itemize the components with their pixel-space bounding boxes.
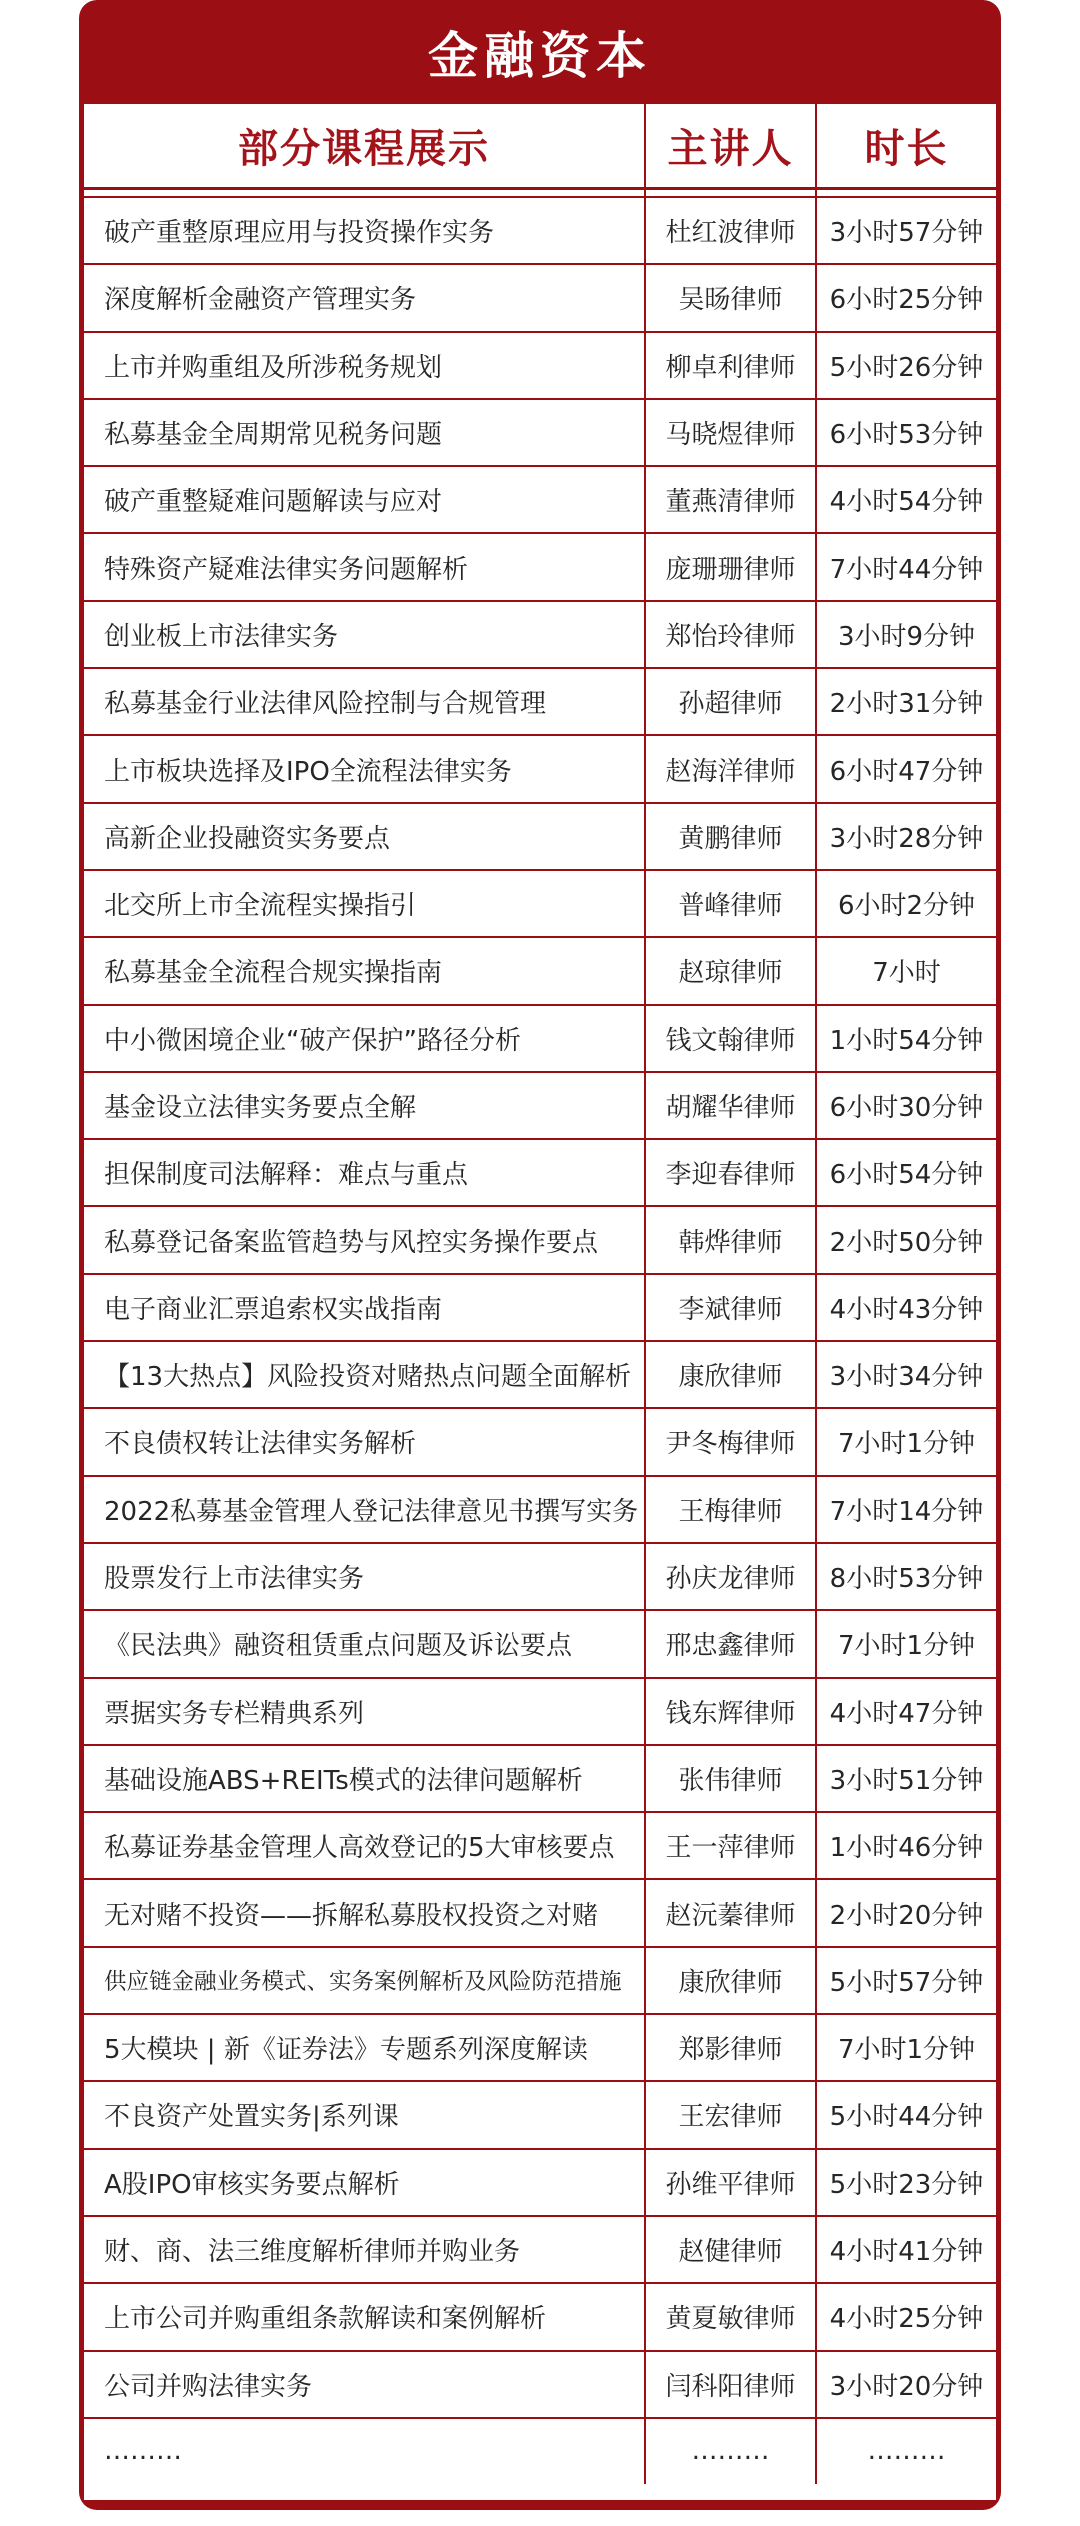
course-duration: 4小时43分钟	[815, 1275, 996, 1340]
course-title: 股票发行上市法律实务	[104, 1564, 365, 1595]
course-duration: 5小时57分钟	[815, 1948, 996, 2013]
course-duration: 6小时53分钟	[815, 400, 996, 465]
course-duration: 7小时	[815, 938, 996, 1003]
table-row	[84, 2080, 996, 2147]
course-title: 私募基金全周期常见税务问题	[104, 420, 443, 451]
course-duration: 3小时57分钟	[815, 198, 996, 263]
course-title: 私募基金全流程合规实操指南	[104, 958, 443, 989]
course-title: 中小微困境企业“破产保护”路径分析	[104, 1025, 521, 1056]
course-title: 【13大热点】风险投资对赌热点问题全面解析	[104, 1362, 632, 1393]
course-title: 创业板上市法律实务	[104, 621, 339, 652]
course-title: A股IPO审核实务要点解析	[104, 2169, 400, 2200]
table-row	[84, 2215, 996, 2282]
lecturer-name: 张伟律师	[644, 1746, 815, 1811]
course-title: 破产重整疑难问题解读与应对	[104, 487, 443, 518]
table-row	[84, 465, 996, 532]
course-duration: 4小时54分钟	[815, 467, 996, 532]
lecturer-name: 孙超律师	[644, 669, 815, 734]
table-row	[84, 1609, 996, 1676]
lecturer-name: 康欣律师	[644, 1948, 815, 2013]
course-title: 基础设施ABS+REITs模式的法律问题解析	[104, 1765, 583, 1796]
course-duration: 7小时14分钟	[815, 1477, 996, 1542]
course-duration: 5小时26分钟	[815, 333, 996, 398]
header-course: 部分课程展示	[238, 126, 490, 172]
table-header	[84, 104, 996, 190]
lecturer-name: 孙维平律师	[644, 2150, 815, 2215]
course-title: 上市板块选择及IPO全流程法律实务	[104, 756, 512, 787]
lecturer-name: 孙庆龙律师	[644, 1544, 815, 1609]
course-title: 不良债权转让法律实务解析	[104, 1429, 417, 1460]
course-title: 2022私募基金管理人登记法律意见书撰写实务	[104, 1496, 639, 1527]
lecturer-name: 郑怡玲律师	[644, 602, 815, 667]
lecturer-name: 康欣律师	[644, 1342, 815, 1407]
table-row	[84, 532, 996, 599]
course-title: 票据实务专栏精典系列	[104, 1698, 365, 1729]
lecturer-name: 王一萍律师	[644, 1813, 815, 1878]
course-duration: 6小时47分钟	[815, 736, 996, 801]
course-title: 私募基金行业法律风险控制与合规管理	[104, 689, 547, 720]
table-row	[84, 1340, 996, 1407]
lecturer-name: 黄夏敏律师	[644, 2284, 815, 2349]
lecturer-name: ………	[644, 2419, 815, 2484]
table-row	[84, 1071, 996, 1138]
course-title: 私募证券基金管理人高效登记的5大审核要点	[104, 1833, 615, 1864]
course-title: 上市并购重组及所涉税务规划	[104, 352, 443, 383]
course-title: 不良资产处置实务|系列课	[104, 2102, 399, 2133]
table-row	[84, 1273, 996, 1340]
table-row	[84, 2417, 996, 2484]
lecturer-name: 马晓煜律师	[644, 400, 815, 465]
course-duration: 6小时30分钟	[815, 1073, 996, 1138]
course-title: 破产重整原理应用与投资操作实务	[104, 218, 495, 249]
course-title: 深度解析金融资产管理实务	[104, 285, 417, 316]
course-duration: 5小时44分钟	[815, 2082, 996, 2147]
course-title: 高新企业投融资实务要点	[104, 823, 391, 854]
course-duration: 2小时20分钟	[815, 1880, 996, 1945]
course-title: 特殊资产疑难法律实务问题解析	[104, 554, 469, 585]
table-row	[84, 263, 996, 330]
lecturer-name: 董燕清律师	[644, 467, 815, 532]
course-duration: 2小时31分钟	[815, 669, 996, 734]
lecturer-name: 钱东辉律师	[644, 1679, 815, 1744]
course-title: 《民法典》融资租赁重点问题及诉讼要点	[104, 1631, 573, 1662]
table-row	[84, 1811, 996, 1878]
course-duration: 7小时1分钟	[815, 1409, 996, 1474]
course-duration: 7小时1分钟	[815, 2015, 996, 2080]
banner	[79, 0, 1001, 104]
table-body	[84, 196, 996, 2484]
table-row	[84, 734, 996, 801]
lecturer-name: 韩烨律师	[644, 1207, 815, 1272]
header-duration: 时长	[815, 104, 996, 187]
table-row	[84, 398, 996, 465]
course-duration: 3小时9分钟	[815, 602, 996, 667]
course-title: 无对赌不投资——拆解私募股权投资之对赌	[104, 1900, 599, 1931]
table-row	[84, 331, 996, 398]
lecturer-name: 闫科阳律师	[644, 2352, 815, 2417]
header-lecturer: 主讲人	[644, 104, 815, 187]
course-title: 电子商业汇票追索权实战指南	[104, 1294, 443, 1325]
table-row	[84, 196, 996, 263]
lecturer-name: 邢忠鑫律师	[644, 1611, 815, 1676]
table-row	[84, 1205, 996, 1272]
lecturer-name: 钱文翰律师	[644, 1006, 815, 1071]
course-title: 北交所上市全流程实操指引	[104, 891, 417, 922]
course-title: 5大模块 | 新《证券法》专题系列深度解读	[104, 2035, 588, 2066]
table-row	[84, 869, 996, 936]
course-duration: 4小时47分钟	[815, 1679, 996, 1744]
course-duration: 3小时20分钟	[815, 2352, 996, 2417]
course-title: 担保制度司法解释：难点与重点	[104, 1160, 469, 1191]
lecturer-name: 尹冬梅律师	[644, 1409, 815, 1474]
course-duration: 6小时25分钟	[815, 265, 996, 330]
course-duration: 7小时1分钟	[815, 1611, 996, 1676]
course-table	[84, 104, 996, 2500]
table-row	[84, 600, 996, 667]
lecturer-name: 王宏律师	[644, 2082, 815, 2147]
course-duration: 4小时41分钟	[815, 2217, 996, 2282]
table-row	[84, 1677, 996, 1744]
course-duration: 3小时51分钟	[815, 1746, 996, 1811]
lecturer-name: 赵沅蓁律师	[644, 1880, 815, 1945]
lecturer-name: 王梅律师	[644, 1477, 815, 1542]
table-row	[84, 1004, 996, 1071]
course-panel	[79, 0, 1001, 2510]
lecturer-name: 普峰律师	[644, 871, 815, 936]
lecturer-name: 赵琼律师	[644, 938, 815, 1003]
lecturer-name: 吴旸律师	[644, 265, 815, 330]
course-duration: 1小时46分钟	[815, 1813, 996, 1878]
table-row	[84, 1407, 996, 1474]
course-duration: 6小时54分钟	[815, 1140, 996, 1205]
course-title: 基金设立法律实务要点全解	[104, 1093, 417, 1123]
table-row	[84, 2148, 996, 2215]
table-row	[84, 802, 996, 869]
course-duration: 8小时53分钟	[815, 1544, 996, 1609]
course-duration: 2小时50分钟	[815, 1207, 996, 1272]
lecturer-name: 杜红波律师	[644, 198, 815, 263]
banner-title: 金融资本	[428, 27, 652, 85]
table-row	[84, 1878, 996, 1945]
lecturer-name: 李迎春律师	[644, 1140, 815, 1205]
table-row	[84, 1475, 996, 1542]
lecturer-name: 赵健律师	[644, 2217, 815, 2282]
table-row	[84, 1744, 996, 1811]
course-duration: 6小时2分钟	[815, 871, 996, 936]
table-row	[84, 1542, 996, 1609]
table-row	[84, 1946, 996, 2013]
course-title: 私募登记备案监管趋势与风控实务操作要点	[104, 1227, 599, 1258]
course-title: 上市公司并购重组条款解读和案例解析	[104, 2304, 547, 2335]
course-title: 供应链金融业务模式、实务案例解析及风险防范措施	[104, 1969, 622, 1996]
course-duration: 7小时44分钟	[815, 534, 996, 599]
course-title: 公司并购法律实务	[104, 2371, 313, 2402]
lecturer-name: 黄鹏律师	[644, 804, 815, 869]
lecturer-name: 李斌律师	[644, 1275, 815, 1340]
course-duration: 1小时54分钟	[815, 1006, 996, 1071]
table-row	[84, 667, 996, 734]
course-duration: 5小时23分钟	[815, 2150, 996, 2215]
table-row	[84, 2350, 996, 2417]
lecturer-name: 庞珊珊律师	[644, 534, 815, 599]
lecturer-name: 柳卓利律师	[644, 333, 815, 398]
course-duration: 3小时28分钟	[815, 804, 996, 869]
lecturer-name: 胡耀华律师	[644, 1073, 815, 1138]
course-title: ………	[104, 2436, 182, 2467]
course-title: 财、商、法三维度解析律师并购业务	[104, 2237, 521, 2268]
course-duration: 4小时25分钟	[815, 2284, 996, 2349]
lecturer-name: 赵海洋律师	[644, 736, 815, 801]
table-row	[84, 936, 996, 1003]
course-duration: 3小时34分钟	[815, 1342, 996, 1407]
table-row	[84, 2013, 996, 2080]
lecturer-name: 郑影律师	[644, 2015, 815, 2080]
table-row	[84, 2282, 996, 2349]
table-row	[84, 1138, 996, 1205]
course-duration: ………	[815, 2419, 996, 2484]
